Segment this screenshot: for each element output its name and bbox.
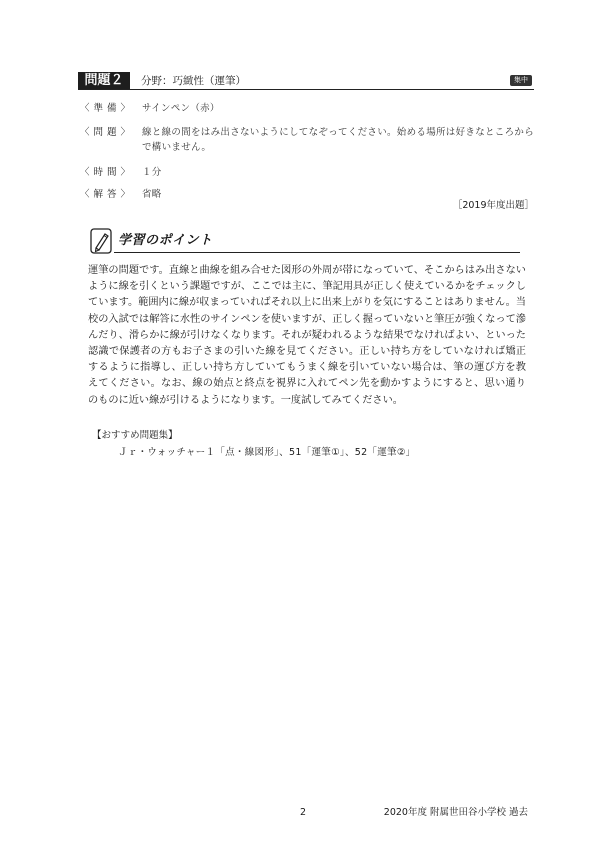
info-label-answer: 〈 解 答 〉	[80, 189, 131, 200]
recommended-books-list: Ｊｒ・ウォッチャー１「点・線図形」、51「運筆①」、52「運筆②」	[118, 447, 416, 458]
info-value-answer: 省略	[142, 189, 162, 200]
year-note: ［2019年度出題］	[452, 200, 534, 211]
info-label-question: 〈 問 題 〉	[80, 127, 131, 138]
info-value-time: １分	[142, 167, 162, 178]
learning-point-rule	[114, 252, 520, 253]
problem-category: 分野：巧緻性（運筆）	[141, 75, 246, 87]
info-label-preparation: 〈 準 備 〉	[80, 103, 131, 114]
pencil-icon	[90, 228, 112, 254]
category-tag: 集中	[510, 75, 532, 86]
problem-number-label: 問題２	[78, 72, 130, 90]
learning-point-title: 学習のポイント	[118, 233, 213, 248]
learning-point-heading	[90, 228, 520, 256]
footer-title: 2020年度 附属世田谷小学校 過去	[383, 807, 528, 818]
info-value-question: 線と線の間をはみ出さないようにしてなぞってください。始める場所は好きなところからで構いません。	[142, 127, 535, 153]
info-value-preparation: サインペン（赤）	[142, 103, 220, 114]
learning-point-body: 運筆の問題です。直線と曲線を組み合せた図形の外周が帯になっていて、そこからはみ出さないように線を引くという課題ですが、ここでは主に、筆記用具が正しく使えているかをチェックしています。範囲内に線が収まっていればそれ以上に出来上がりを気にすることはありません。当校の入試では解答に水性のサインペンを使いますが、正しく握っていないと筆圧が強くなって滲んだり、滑らかに線が引けなくなります。それが疑われるような結果でなければよい、といった認識で保護者の方もお子さまの引いた線を見てください。正しい持ち方をしていなければ矯正するように指導し、正しい持ち方していてもうまく線を引いていない場合は、筆の運び方を教えてください。なお、線の始点と終点を視界に入れてペン先を動かすようにすると、思い通りのものに近い線が引けるようになります。一度試してみてください。	[88, 265, 526, 406]
page-number: 2	[300, 807, 307, 818]
info-label-time: 〈 時 間 〉	[80, 167, 131, 178]
recommended-books-heading: 【おすすめ問題集】	[92, 430, 178, 441]
problem-header	[78, 72, 534, 90]
header-rule	[78, 89, 534, 90]
